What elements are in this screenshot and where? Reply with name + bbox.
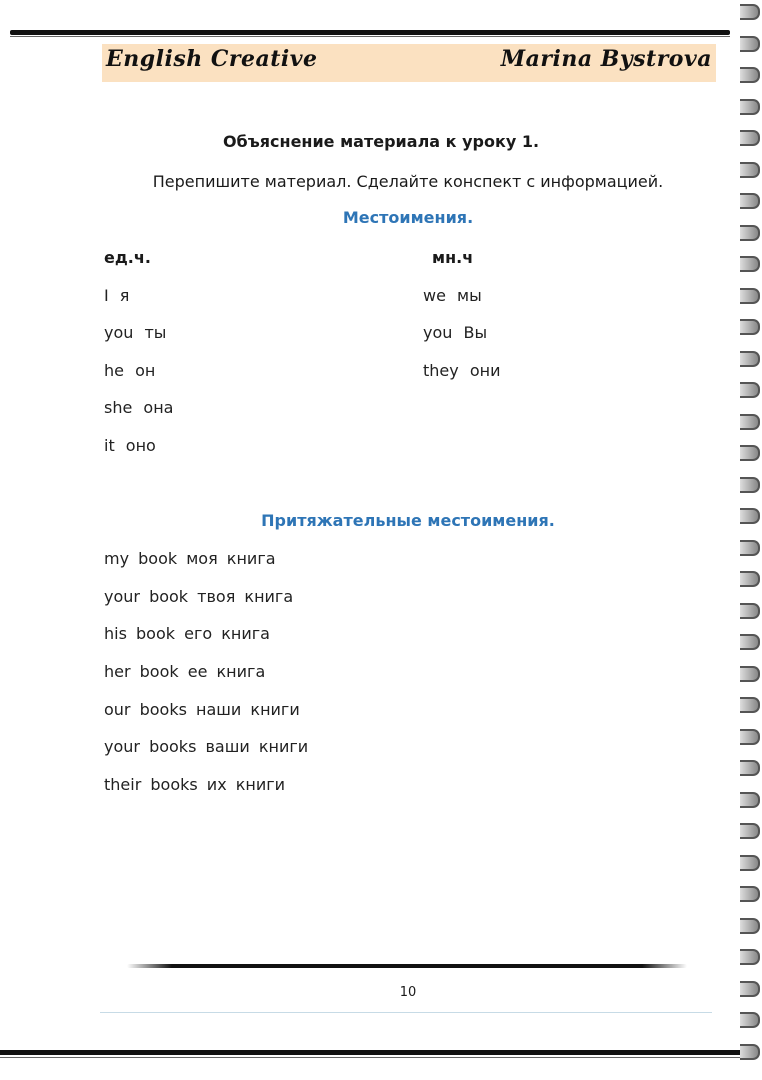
top-rule-thin [10, 36, 730, 37]
lesson-title: Объяснение материала к уроку 1. [222, 132, 540, 151]
pronoun-singular-item: it оно [104, 436, 156, 455]
spiral-ring [740, 414, 760, 430]
spiral-ring [740, 760, 760, 776]
spiral-ring [740, 99, 760, 115]
possessive-item: her book ее книга [104, 662, 266, 681]
singular-label: ед.ч. [104, 248, 151, 267]
spiral-ring [740, 225, 760, 241]
plural-label: мн.ч [432, 248, 474, 267]
instruction-text: Перепишите материал. Сделайте конспект с информацией. [152, 172, 664, 191]
bottom-bar-thin [0, 1057, 748, 1058]
spiral-ring [740, 886, 760, 902]
spiral-ring [740, 256, 760, 272]
spiral-ring [740, 729, 760, 745]
pronouns-heading: Местоимения. [342, 208, 474, 227]
pronoun-plural-item: we мы [423, 286, 482, 305]
possessive-item: your book твоя книга [104, 587, 294, 606]
spiral-ring [740, 697, 760, 713]
brand-author: Marina Bystrova [500, 46, 712, 72]
spiral-ring [740, 4, 760, 20]
footer-line [100, 1012, 712, 1013]
top-rule [10, 30, 730, 35]
pronoun-plural-item: they они [423, 361, 501, 380]
possessive-item: their books их книги [104, 775, 286, 794]
spiral-ring [740, 792, 760, 808]
spiral-ring [740, 193, 760, 209]
pronoun-singular-item: I я [104, 286, 130, 305]
possessive-item: our books наши книги [104, 700, 300, 719]
spiral-binding [738, 0, 762, 1080]
spiral-ring [740, 666, 760, 682]
header-band [102, 44, 716, 82]
possessive-item: your books ваши книги [104, 737, 309, 756]
spiral-ring [740, 67, 760, 83]
possessive-item: his book его книга [104, 624, 270, 643]
spiral-ring [740, 382, 760, 398]
spiral-ring [740, 540, 760, 556]
spiral-ring [740, 855, 760, 871]
spiral-ring [740, 477, 760, 493]
spiral-ring [740, 603, 760, 619]
possessive-heading: Притяжательные местоимения. [261, 511, 555, 530]
spiral-ring [740, 1044, 760, 1060]
spiral-ring [740, 634, 760, 650]
possessive-item: my book моя книга [104, 549, 276, 568]
spiral-ring [740, 918, 760, 934]
spiral-ring [740, 823, 760, 839]
spiral-ring [740, 36, 760, 52]
spiral-ring [740, 162, 760, 178]
spiral-ring [740, 445, 760, 461]
brand-english-creative: English Creative [106, 46, 318, 72]
bottom-bar [0, 1050, 748, 1055]
spiral-ring [740, 949, 760, 965]
spiral-ring [740, 571, 760, 587]
spiral-ring [740, 981, 760, 997]
spiral-ring [740, 288, 760, 304]
spiral-ring [740, 351, 760, 367]
pronoun-plural-item: you Вы [423, 323, 488, 342]
spiral-ring [740, 1012, 760, 1028]
pronoun-singular-item: she она [104, 398, 174, 417]
spiral-ring [740, 319, 760, 335]
bottom-rule [127, 964, 687, 968]
pronoun-singular-item: he он [104, 361, 156, 380]
pronoun-singular-item: you ты [104, 323, 167, 342]
spiral-ring [740, 508, 760, 524]
page-number: 10 [399, 985, 417, 1000]
spiral-ring [740, 130, 760, 146]
